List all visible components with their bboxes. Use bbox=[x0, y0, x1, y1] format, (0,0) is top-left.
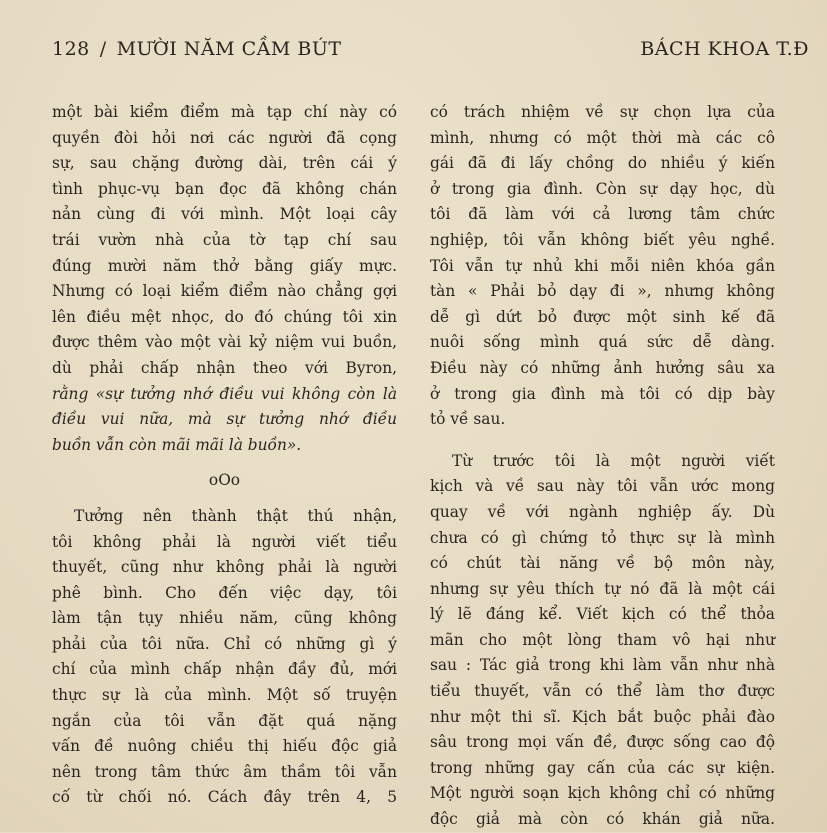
text-line: tình phục-vụ bạn đọc đã không chán bbox=[52, 179, 397, 198]
text-line: tiểu thuyết, vẫn có thể làm thơ được bbox=[430, 682, 775, 701]
text-line: Một người soạn kịch không chỉ có những bbox=[430, 784, 775, 803]
text-line: chưa có gì chứng tỏ thực sự là mình bbox=[430, 528, 775, 547]
text-line: một bài kiểm điểm mà tạp chí này có bbox=[52, 103, 397, 121]
text-line: lý lẽ đáng kể. Viết kịch có thể thỏa bbox=[430, 605, 775, 624]
text-line: cố từ chối nó. Cách đây trên 4, 5 bbox=[52, 788, 397, 807]
text-line: nuôi sống mình quá sức dễ dàng. bbox=[430, 333, 775, 352]
header-left bbox=[52, 38, 342, 60]
text-line: tôi đã làm với cả lương tâm chức bbox=[430, 205, 775, 224]
text-line: độc giả mà còn có khán giả nữa. bbox=[430, 810, 775, 829]
text-line: sâu trong mọi vấn đề, được sống cao độ bbox=[430, 733, 775, 752]
text-line: chí của mình chấp nhận đầy đủ, mới bbox=[52, 660, 397, 679]
text-line: mình, nhưng có một thời mà các cô bbox=[430, 128, 775, 147]
text-line: vấn đề nuông chiều thị hiếu độc giả bbox=[52, 737, 397, 756]
text-line: Tưởng nên thành thật thú nhận, bbox=[74, 506, 397, 525]
text-line: như một thi sĩ. Kịch bắt buộc phải đào bbox=[430, 707, 775, 726]
text-line: sự, sau chặng đường dài, trên cái ý bbox=[52, 154, 397, 173]
text-line: ngắn của tôi vẫn đặt quá nặng bbox=[52, 711, 397, 730]
page-number: 128 bbox=[52, 38, 90, 60]
running-header bbox=[52, 38, 809, 68]
text-line: trong những gay cấn của các sự kiện. bbox=[430, 758, 775, 777]
left-paragraph-2 bbox=[52, 504, 397, 811]
quote-line: rằng «sự tưởng nhớ điều vui không còn là bbox=[52, 384, 397, 403]
text-line: quay về với ngành nghiệp ấy. Dù bbox=[430, 502, 775, 521]
text-line: thực sự là của mình. Một số truyện bbox=[52, 686, 397, 705]
text-line: được thêm vào một vài kỷ niệm vui buồn, bbox=[52, 333, 397, 352]
text-line: mãn cho một lòng tham vô hại như bbox=[430, 630, 775, 649]
text-line: có chút tài năng về bộ môn này, bbox=[430, 554, 775, 573]
text-line: có trách nhiệm về sự chọn lựa của bbox=[430, 103, 775, 121]
text-line: làm tận tụy nhiều năm, cũng không bbox=[52, 609, 397, 628]
text-line: ở trong gia đình. Còn sự dạy học, dù bbox=[430, 179, 775, 198]
text-line: dễ gì dứt bỏ được một sinh kế đã bbox=[430, 307, 775, 326]
text-line: quyền đòi hỏi nơi các người đã cọng bbox=[52, 128, 397, 147]
header-separator: / bbox=[99, 38, 107, 60]
text-line: nhưng sự yêu thích tự nó đã là một cái bbox=[430, 579, 775, 598]
text-line: tàn « Phải bỏ dạy đi », nhưng không bbox=[430, 282, 775, 301]
text-line: nản cùng đi với mình. Một loại cây bbox=[52, 205, 397, 224]
left-paragraph-1 bbox=[52, 100, 397, 458]
text-line: trái vườn nhà của tờ tạp chí sau bbox=[52, 230, 397, 249]
text-line: tỏ về sau. bbox=[430, 410, 506, 429]
right-paragraph-1 bbox=[430, 100, 775, 433]
right-paragraph-2 bbox=[430, 449, 775, 833]
text-line: gái đã đi lấy chồng do nhiều ý kiến bbox=[430, 154, 775, 173]
text-line: nên trong tâm thức âm thầm tôi vẫn bbox=[52, 762, 397, 781]
text-line: thuyết, cũng như không phải là người bbox=[52, 558, 397, 577]
publication-name: BÁCH KHOA T.Đ bbox=[640, 38, 809, 60]
text-line: Từ trước tôi là một người viết bbox=[452, 451, 775, 470]
text-line: Nhưng có loại kiểm điểm nào chẳng gợi bbox=[52, 282, 397, 301]
text-line: Điều này có những ảnh hưởng sâu xa bbox=[430, 358, 775, 377]
right-column bbox=[430, 100, 775, 833]
text-line: phê bình. Cho đến việc dạy, tôi bbox=[52, 583, 397, 602]
text-line: sau : Tác giả trong khi làm vẫn như nhà bbox=[430, 656, 775, 675]
text-line: Tôi vẫn tự nhủ khi mỗi niên khóa gần bbox=[430, 256, 775, 275]
text-line: ở trong gia đình mà tôi có dịp bày bbox=[430, 384, 775, 403]
text-line: đúng mười năm thở bằng giấy mực. bbox=[52, 256, 397, 275]
text-line: tôi không phải là người viết tiểu bbox=[52, 532, 397, 551]
book-title: MƯỜI NĂM CẦM BÚT bbox=[116, 38, 342, 60]
left-column bbox=[52, 100, 397, 811]
text-line: lên điều mệt nhọc, do đó chúng tôi xin bbox=[52, 307, 397, 326]
quote-line: buồn vẫn còn mãi mãi là buồn». bbox=[52, 435, 302, 454]
text-line: nghiệp, tôi vẫn không biết yêu nghề. bbox=[430, 230, 775, 249]
section-divider: oOo bbox=[208, 471, 241, 490]
quote-line: điều vui nữa, mà sự tưởng nhớ điều bbox=[52, 410, 397, 429]
text-line: dù phải chấp nhận theo với Byron, bbox=[52, 358, 397, 377]
text-line: phải của tôi nữa. Chỉ có những gì ý bbox=[52, 634, 397, 653]
text-line: kịch và về sau này tôi vẫn ước mong bbox=[430, 477, 775, 496]
